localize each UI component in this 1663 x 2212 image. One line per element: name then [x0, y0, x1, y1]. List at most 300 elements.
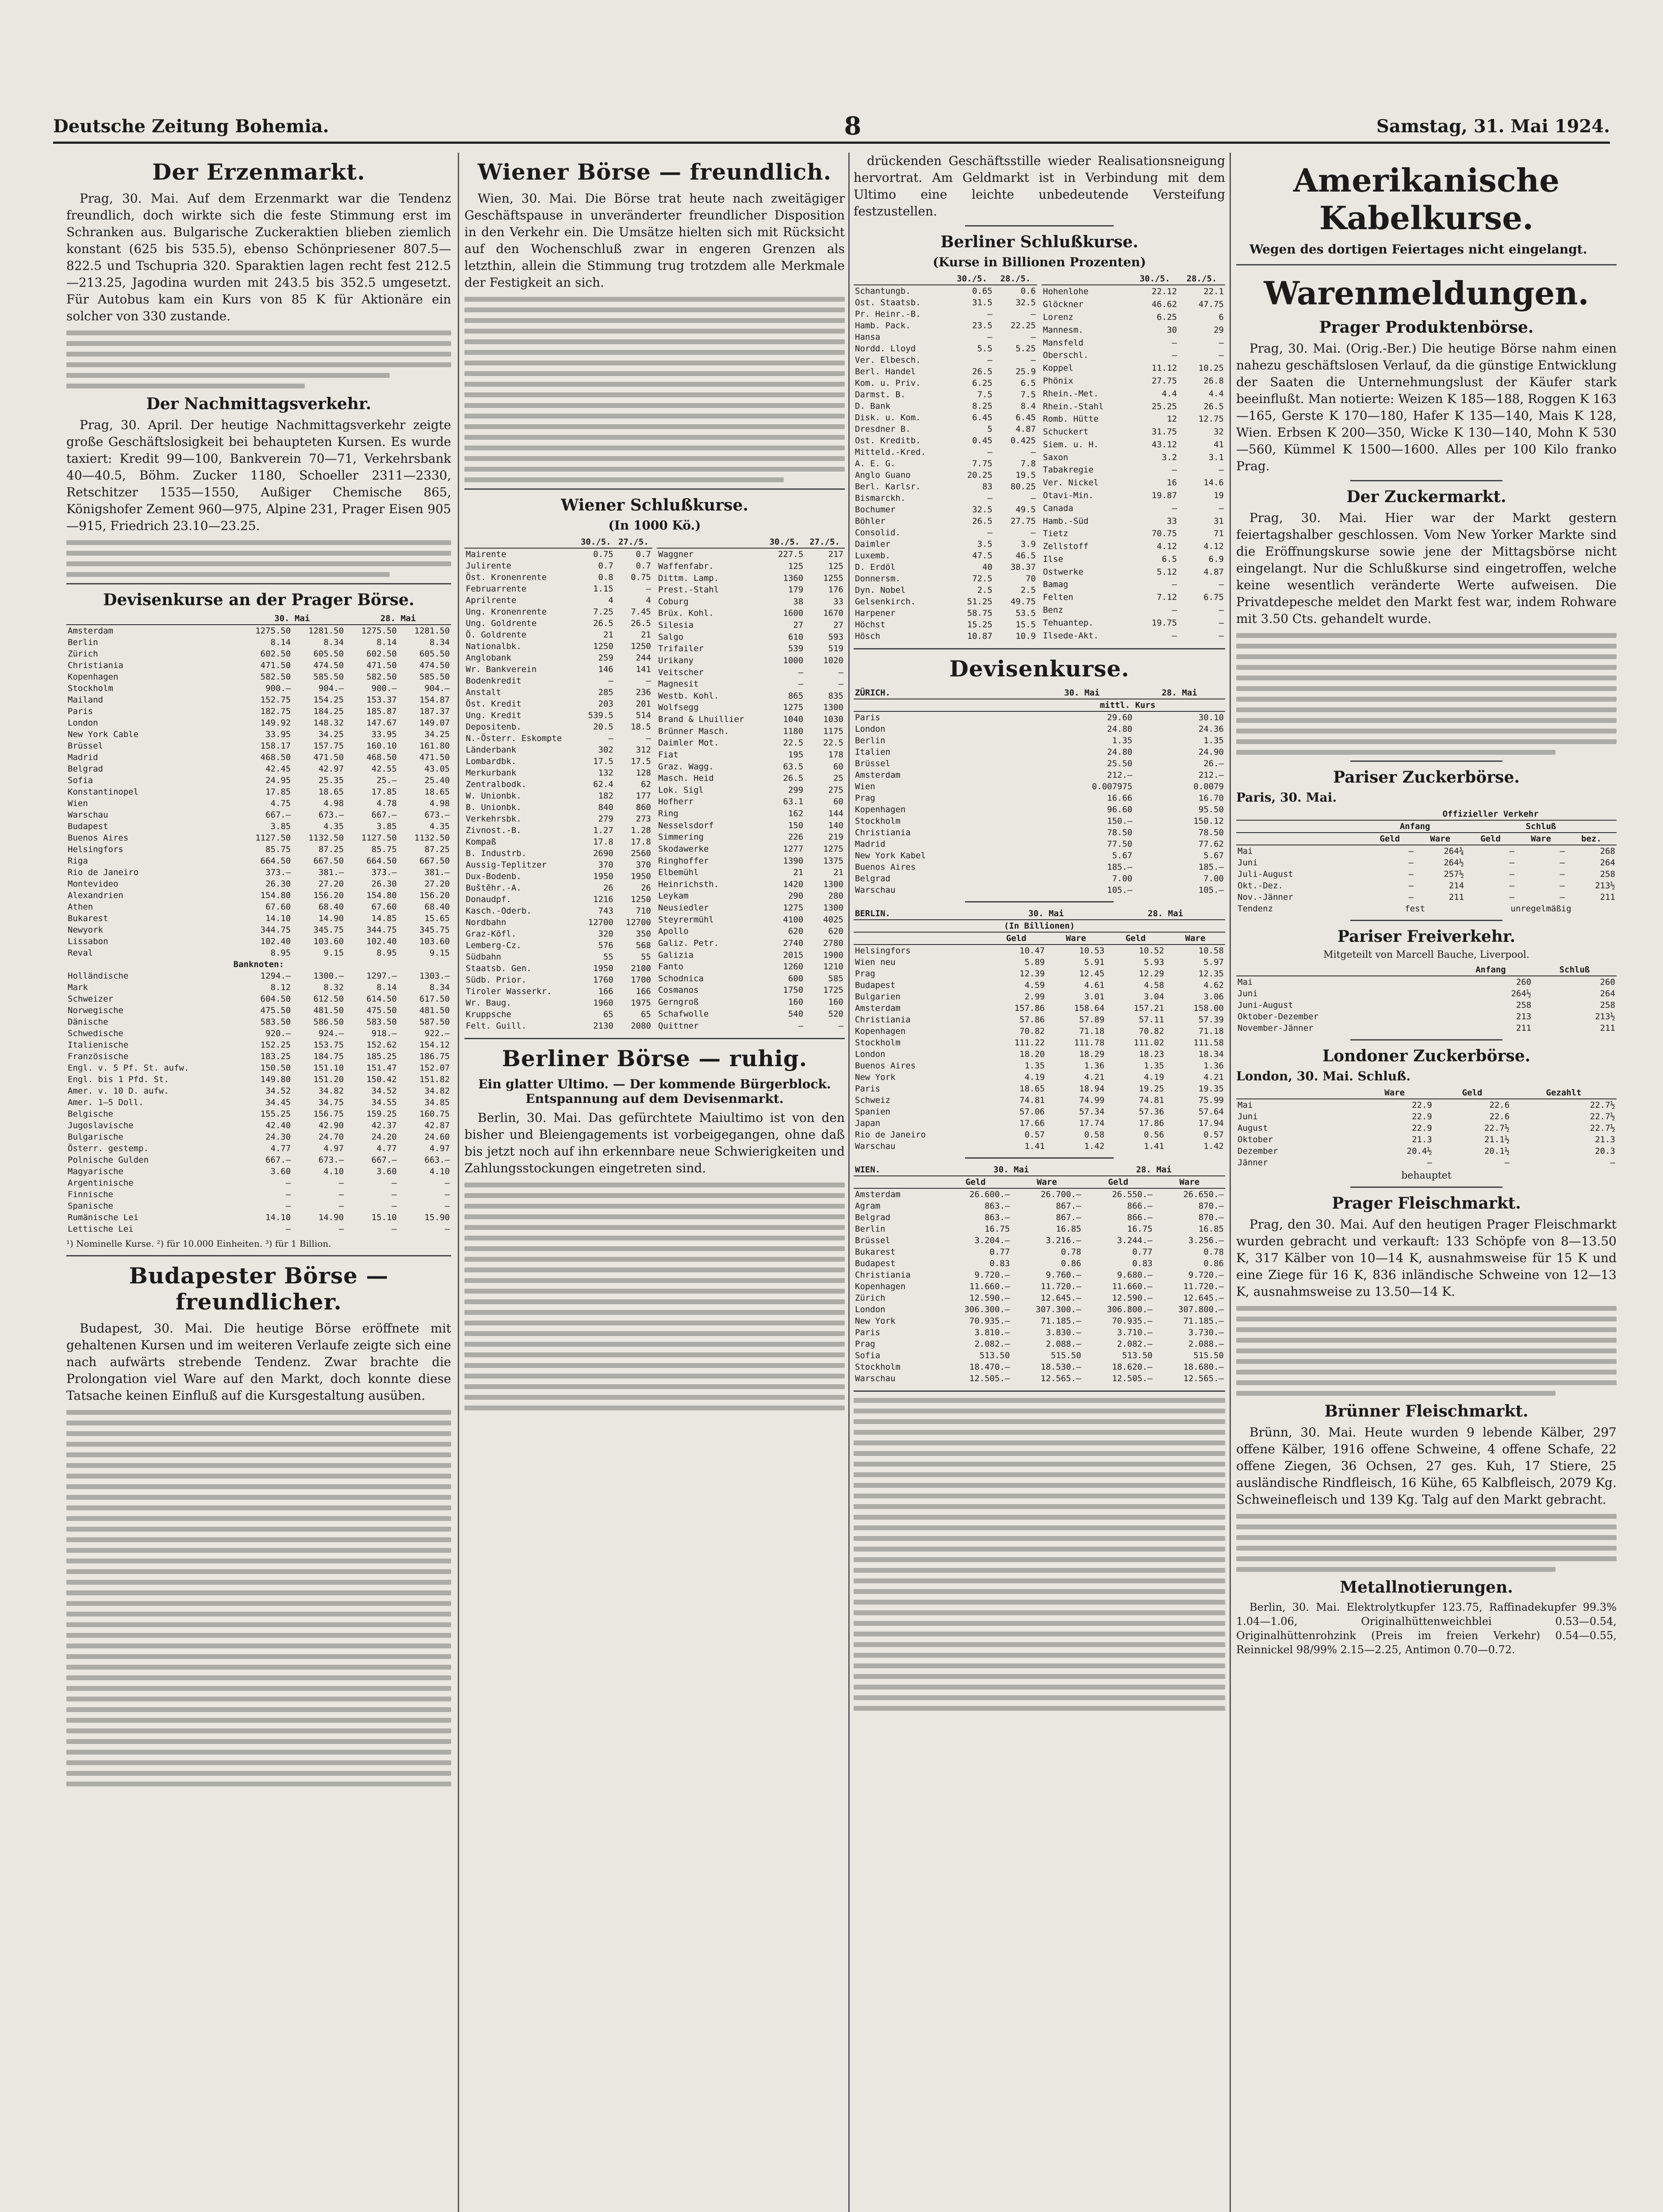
row-value: 24.20: [371, 1132, 397, 1142]
row-value: 25.—: [376, 776, 397, 785]
row-label: A. E. G.: [855, 459, 896, 469]
row-label: Graz. Wagg.: [658, 761, 714, 772]
row-label: Ost. Staatsb.: [855, 298, 921, 307]
row-value: 5.91: [1084, 957, 1105, 967]
row-value: 12.565.—: [1041, 1374, 1081, 1383]
table-row: [657, 890, 845, 902]
row-value: 259: [598, 653, 613, 663]
row-value: 900.—: [265, 684, 291, 693]
row-value: 600: [788, 973, 804, 983]
table-row: [464, 721, 652, 733]
row-value: 583.50: [260, 1017, 291, 1027]
section-divider: [1350, 920, 1502, 921]
column-header: Schluß: [1533, 964, 1617, 976]
column-header: Geld: [986, 932, 1046, 945]
row-value: 25.9: [1015, 367, 1036, 376]
table-row: [854, 630, 1037, 642]
table-row: [657, 749, 845, 761]
row-label: Ost. Kreditb.: [855, 436, 921, 445]
row-value: 21: [641, 630, 651, 640]
row-value: 67.60: [371, 902, 397, 912]
row-value: 70: [1026, 574, 1036, 584]
row-value: 345.75: [313, 925, 344, 935]
row-value: 95.50: [1198, 805, 1224, 814]
row-value: 539.5: [588, 710, 613, 720]
row-value: 673.—: [424, 810, 450, 820]
row-value: 576: [598, 941, 613, 950]
row-value: 18.29: [1079, 1049, 1105, 1059]
table-row: [464, 629, 652, 641]
row-value: 568: [636, 941, 651, 950]
row-label: Prest.-Stahl: [658, 585, 719, 595]
column-3: [854, 153, 1225, 2212]
row-value: 149.80: [260, 1075, 291, 1084]
row-label: Ung. Goldrente: [466, 618, 537, 628]
row-label: Zürich: [855, 1293, 885, 1303]
row-value: 2740: [783, 938, 804, 948]
table-row: [1236, 1122, 1617, 1134]
row-label: Donaudpf.: [466, 895, 511, 904]
row-value: 667.—: [265, 810, 291, 820]
table-row: [464, 997, 652, 1009]
date-header: 28. Mai: [1106, 908, 1225, 920]
row-label: Romb. Hütte: [1043, 414, 1099, 424]
table-row: [1236, 1111, 1617, 1122]
row-value: 4.4: [1208, 388, 1224, 399]
row-value: 4.12: [1203, 541, 1224, 552]
section-divider: [66, 1255, 451, 1256]
row-label: Dresdner B.: [855, 424, 911, 434]
row-value: 4.58: [1144, 980, 1165, 990]
row-label: Christiania: [855, 1015, 911, 1025]
row-value: —: [798, 667, 804, 677]
row-value: —: [1504, 1158, 1510, 1167]
row-value: 3.204.—: [974, 1236, 1010, 1245]
table-pariser-zuckerboerse: [1236, 808, 1617, 914]
row-value: 4.4: [1161, 388, 1177, 399]
table-row: [464, 698, 652, 710]
row-label: Rio de Janeiro: [68, 868, 139, 877]
row-value: —: [1509, 881, 1515, 891]
table-row: [854, 504, 1037, 515]
row-value: —: [1031, 493, 1036, 503]
row-value: 154.87: [419, 695, 450, 705]
row-value: 236: [636, 687, 651, 697]
row-label: Darmst. B.: [855, 390, 906, 399]
article-erzenmarkt: Prag, 30. Mai. Auf dem Erzenmarkt war die Tendenz freundlich, doch wirkte sich die feste Stimmung erst im Schranken aus. Bulgarische Zuckeraktien blieben ziemlich konstant (625 bis 535.5), ebenso Schönpriesener 807.5—822.5 und Tschupria 320. Sparaktien lagen recht fest 212.5—213.25, Jagodina wurden mit 243.5 bis 352.5 umgesetzt. Für Autobus kam ein Kurs von 85 K für Aktionäre ein solcher von 330 zustande.: [66, 191, 451, 323]
row-value: 0.56: [1144, 1130, 1165, 1140]
table-row: [66, 913, 451, 924]
table-row: [657, 926, 845, 937]
table-row: [657, 819, 845, 831]
row-value: 20.4½: [1406, 1146, 1432, 1156]
row-value: 51.25: [967, 597, 992, 607]
row-value: 4.35: [429, 822, 450, 831]
row-label: Brünner Masch.: [658, 726, 729, 736]
row-value: 3.85: [376, 822, 397, 831]
table-row: [854, 412, 1037, 423]
row-value: 468.50: [260, 753, 291, 762]
row-value: 20.5: [593, 722, 613, 732]
row-value: 10.9: [1015, 631, 1036, 641]
row-value: 57.34: [1079, 1107, 1105, 1117]
table-row: [854, 377, 1037, 389]
row-value: 904.—: [318, 684, 344, 693]
row-label: Tehuantep.: [1043, 618, 1094, 628]
row-value: 1.35: [1203, 736, 1224, 745]
table-row: [464, 710, 652, 721]
row-value: 185.87: [366, 707, 397, 716]
row-label: Kasch.-Oderb.: [466, 906, 532, 916]
row-value: 280: [828, 891, 843, 901]
row-label: Rhein.-Stahl: [1043, 401, 1104, 411]
row-value: 42.97: [318, 764, 344, 774]
row-value: 1975: [631, 998, 651, 1008]
row-value: —: [338, 1190, 344, 1199]
row-value: 1420: [783, 879, 804, 889]
row-value: 8.34: [429, 637, 450, 647]
row-value: 150.50: [260, 1063, 291, 1073]
table-row: [1042, 285, 1225, 298]
row-label: Lissabon: [68, 937, 108, 946]
row-value: 244: [636, 653, 651, 663]
row-label: Magyarische: [68, 1167, 123, 1176]
row-value: 582.50: [260, 672, 291, 682]
column-header: Ware: [1011, 1176, 1082, 1188]
row-value: 85.75: [265, 845, 291, 854]
row-value: 10.53: [1079, 946, 1105, 956]
row-value: 373.—: [371, 868, 397, 877]
table-row: [1236, 1157, 1617, 1168]
table-row: [657, 643, 845, 655]
row-value: 840: [598, 803, 613, 812]
row-value: 187.37: [419, 707, 450, 716]
row-label: Nationalbk.: [466, 641, 521, 651]
row-label: Galiz. Petr.: [658, 938, 719, 948]
article-berliner-boerse-continued: [464, 1183, 845, 1410]
row-value: 12.590.—: [969, 1293, 1010, 1303]
table-row: [464, 917, 652, 928]
row-value: 1.27: [593, 826, 613, 835]
row-value: 27.20: [318, 879, 344, 889]
row-label: Kopenhagen: [855, 1282, 906, 1291]
row-value: —: [646, 584, 651, 594]
table-row: [1042, 362, 1225, 375]
row-value: 4.77: [270, 1144, 291, 1153]
table-row: [66, 683, 451, 694]
row-value: 24.80: [1107, 724, 1133, 734]
row-value: 474.50: [419, 661, 450, 670]
table-row: [854, 1235, 1225, 1246]
row-value: 26.700.—: [1041, 1190, 1081, 1199]
row-value: 6.9: [1208, 554, 1224, 564]
row-value: 19.35: [1198, 1084, 1224, 1094]
table-row: [464, 1020, 652, 1032]
row-value: —: [1172, 338, 1177, 348]
row-value: —: [1219, 465, 1224, 475]
table-row: [1042, 629, 1225, 642]
row-value: 1950: [593, 872, 613, 881]
row-value: 27.75: [1151, 376, 1177, 386]
row-label: Südbahn: [466, 952, 502, 962]
row-value: 85.75: [371, 845, 397, 854]
row-value: —: [608, 733, 613, 743]
row-value: —: [798, 1021, 804, 1031]
row-label: Bamag: [1043, 580, 1069, 590]
row-value: 21.1½: [1484, 1135, 1510, 1144]
section-divider: [1236, 264, 1617, 265]
row-label: B. Industrb.: [466, 849, 527, 858]
row-value: —: [1172, 350, 1177, 361]
row-label: Warschau: [855, 1141, 896, 1151]
row-value: 34.45: [265, 1098, 291, 1107]
row-label: Wolfsegg: [658, 703, 699, 713]
row-label: Neusiedler: [658, 903, 709, 913]
row-label: Stockholm: [855, 1362, 900, 1372]
row-value: 2100: [631, 964, 651, 973]
table-row: [657, 843, 845, 855]
table-row: [854, 1292, 1225, 1304]
row-label: Skodawerke: [658, 844, 709, 854]
table-row: [657, 879, 845, 891]
row-value: —: [1219, 580, 1224, 590]
row-value: 24.90: [1198, 747, 1224, 757]
table-row: [1236, 988, 1617, 999]
table-row: [854, 469, 1037, 481]
row-label: Heinrichsth.: [658, 879, 719, 889]
row-value: 4.87: [1203, 567, 1224, 577]
row-label: Prag: [855, 969, 875, 979]
table-row: [464, 652, 652, 664]
row-label: August: [1238, 1123, 1268, 1133]
row-label: Disk. u. Kom.: [855, 413, 921, 422]
row-value: 1127.50: [255, 833, 291, 843]
row-value: 26.5: [593, 618, 613, 628]
row-label: Kopenhagen: [855, 805, 906, 814]
heading-bruenner-fleischmarkt: Brünner Fleischmarkt.: [1324, 1402, 1529, 1421]
row-label: Stockholm: [855, 816, 900, 826]
row-value: 29.60: [1107, 713, 1133, 722]
row-label: Berl. Karlsr.: [855, 482, 921, 492]
row-value: 22.5: [823, 738, 843, 748]
row-label: D. Bank: [855, 401, 891, 411]
table-row: [854, 815, 1225, 827]
row-value: 14.10: [265, 1213, 291, 1222]
table-row: [1236, 1022, 1617, 1034]
row-value: 1700: [631, 975, 651, 985]
row-label: Buenos Aires: [68, 833, 129, 843]
row-value: 381.—: [424, 868, 450, 877]
row-label: Christiania: [68, 661, 123, 670]
table-row: [1236, 1134, 1617, 1145]
row-label: Daimler Mot.: [658, 738, 719, 748]
row-value: 10.52: [1138, 946, 1165, 956]
row-value: —: [1031, 355, 1036, 365]
row-value: 481.50: [313, 1006, 344, 1015]
table-row: [66, 821, 451, 832]
table-row: [657, 737, 845, 749]
row-value: 7.00: [1112, 874, 1133, 883]
row-value: 14.90: [318, 914, 344, 923]
row-value: 5.5: [977, 344, 992, 353]
table-row: [66, 1189, 451, 1200]
dateline: Paris, 30. Mai.: [1236, 790, 1337, 805]
table-row: [1236, 1099, 1617, 1111]
row-label: Kruppsche: [466, 1010, 511, 1019]
table-row: [657, 984, 845, 996]
row-value: 583.50: [366, 1017, 397, 1027]
row-value: 57.89: [1079, 1015, 1105, 1025]
table-row: [1236, 868, 1617, 880]
table-row: [464, 940, 652, 951]
row-value: 10.47: [1019, 946, 1045, 956]
row-value: 162: [788, 809, 804, 819]
row-label: Hösch: [855, 631, 881, 641]
section-divider: [1350, 1039, 1502, 1041]
table-row: [1042, 616, 1225, 629]
row-label: New York: [855, 1072, 896, 1082]
column-rule: [458, 153, 459, 2212]
row-value: 11.660.—: [1112, 1282, 1153, 1291]
row-value: —: [1031, 528, 1036, 538]
date-header: 30. Mai: [239, 613, 345, 625]
row-value: 870.—: [1198, 1213, 1224, 1222]
row-value: 4.77: [376, 1144, 397, 1153]
table-row: [66, 1085, 451, 1097]
row-label: Bochumer: [855, 505, 896, 515]
row-value: —: [1560, 892, 1565, 902]
table-row: [854, 1246, 1225, 1258]
row-value: 185.—: [1107, 862, 1133, 872]
row-value: 26.550.—: [1112, 1190, 1153, 1199]
row-value: 125: [828, 561, 843, 571]
row-value: —: [391, 1201, 397, 1211]
row-value: 350: [636, 929, 651, 939]
row-value: 176: [828, 585, 843, 595]
row-value: 4.21: [1203, 1072, 1224, 1082]
row-value: 57.06: [1019, 1107, 1045, 1117]
row-value: 19.87: [1151, 490, 1177, 500]
row-value: 664.50: [260, 856, 291, 866]
row-label: Wr. Baug.: [466, 998, 511, 1008]
row-value: —: [608, 676, 613, 686]
row-value: 16.75: [1127, 1224, 1153, 1234]
row-value: 11.720.—: [1041, 1282, 1081, 1291]
row-value: 31: [1214, 516, 1224, 526]
row-value: 77.62: [1198, 839, 1224, 849]
date-header: 28. Mai: [1083, 1164, 1225, 1176]
row-value: 22.9: [1412, 1112, 1432, 1121]
row-value: 153.75: [313, 1040, 344, 1050]
row-value: 620: [828, 926, 843, 937]
row-value: 21.3: [1595, 1135, 1615, 1144]
row-value: 11.720.—: [1183, 1282, 1224, 1291]
column-header: Ware: [1516, 833, 1566, 845]
date-header: 30./5.: [1131, 273, 1178, 285]
table-row: [464, 882, 652, 894]
row-value: 125: [788, 561, 804, 571]
dateline: London, 30. Mai. Schluß.: [1236, 1069, 1411, 1083]
row-value: 2690: [593, 849, 613, 858]
row-value: 3.9: [1020, 539, 1036, 549]
row-label: Brüssel: [68, 741, 103, 751]
row-value: 585.50: [419, 672, 450, 682]
row-label: Wien neu: [855, 957, 896, 967]
row-value: 904.—: [424, 684, 450, 693]
row-value: 34.52: [265, 1086, 291, 1096]
row-value: 373.—: [265, 868, 291, 877]
row-value: 68.40: [318, 902, 344, 912]
row-value: 60: [833, 797, 843, 807]
row-value: 9.15: [429, 948, 450, 958]
row-value: 12.45: [1079, 969, 1105, 979]
table-row: [854, 1048, 1225, 1060]
table-row: [66, 982, 451, 993]
table-row: [657, 596, 845, 608]
row-value: 18.65: [1019, 1084, 1045, 1094]
row-value: 111.02: [1134, 1038, 1165, 1048]
row-value: 3.04: [1144, 992, 1165, 1002]
row-value: 299: [788, 785, 804, 795]
row-value: 14.90: [318, 1213, 344, 1222]
row-value: 870.—: [1198, 1201, 1224, 1211]
row-value: 1900: [823, 950, 843, 960]
row-value: 0.83: [1132, 1259, 1153, 1268]
row-label: November-Jänner: [1238, 1023, 1314, 1033]
table-row: [1042, 387, 1225, 400]
heading-budapester-boerse: Budapester Börse — freundlicher.: [129, 1263, 389, 1315]
date-header: 30./5.: [950, 273, 994, 285]
row-value: 8.34: [429, 983, 450, 992]
date-header: 30. Mai: [940, 1164, 1082, 1176]
row-label: Paris: [855, 713, 881, 722]
row-label: Dezember: [1238, 1146, 1278, 1156]
row-label: Alexandrien: [68, 891, 123, 900]
table-row: [854, 746, 1225, 758]
date-header: 28. Mai: [345, 613, 451, 625]
source-line: Mitgeteilt von Marcell Bauche, Liverpool.: [1323, 949, 1529, 960]
row-value: 1.41: [1024, 1141, 1045, 1151]
row-label: Berlin: [855, 1224, 885, 1234]
row-label: Juni-August: [1238, 1000, 1293, 1010]
row-value: 227.5: [778, 549, 804, 560]
row-value: 7.5: [1020, 390, 1036, 399]
table-row: [657, 973, 845, 985]
row-label: Bulgarien: [855, 992, 900, 1002]
row-value: 158.64: [1074, 1003, 1105, 1013]
table-row: [854, 956, 1225, 968]
heading-wiener-boerse: Wiener Börse — freundlich.: [477, 159, 832, 185]
row-value: 1.15: [593, 584, 613, 594]
row-value: —: [1172, 605, 1177, 615]
table-row: [464, 951, 652, 963]
row-value: 22.25: [1010, 321, 1036, 330]
row-value: 57.39: [1198, 1015, 1224, 1025]
row-value: 160: [828, 997, 843, 1007]
row-value: 18.34: [1198, 1049, 1224, 1059]
row-value: 24.80: [1107, 747, 1133, 757]
row-value: 7.8: [1020, 459, 1036, 469]
row-label: Christiania: [855, 1270, 911, 1280]
row-value: 1297.—: [366, 971, 397, 981]
row-value: —: [987, 332, 992, 342]
row-value: 150.12: [1193, 816, 1224, 826]
row-label: Lemberg-Cz.: [466, 941, 521, 950]
row-value: 1300: [823, 879, 843, 889]
row-label: Aussig-Teplitzer: [466, 860, 547, 870]
row-value: 0.45: [972, 436, 992, 445]
table-row: [854, 1141, 1225, 1152]
